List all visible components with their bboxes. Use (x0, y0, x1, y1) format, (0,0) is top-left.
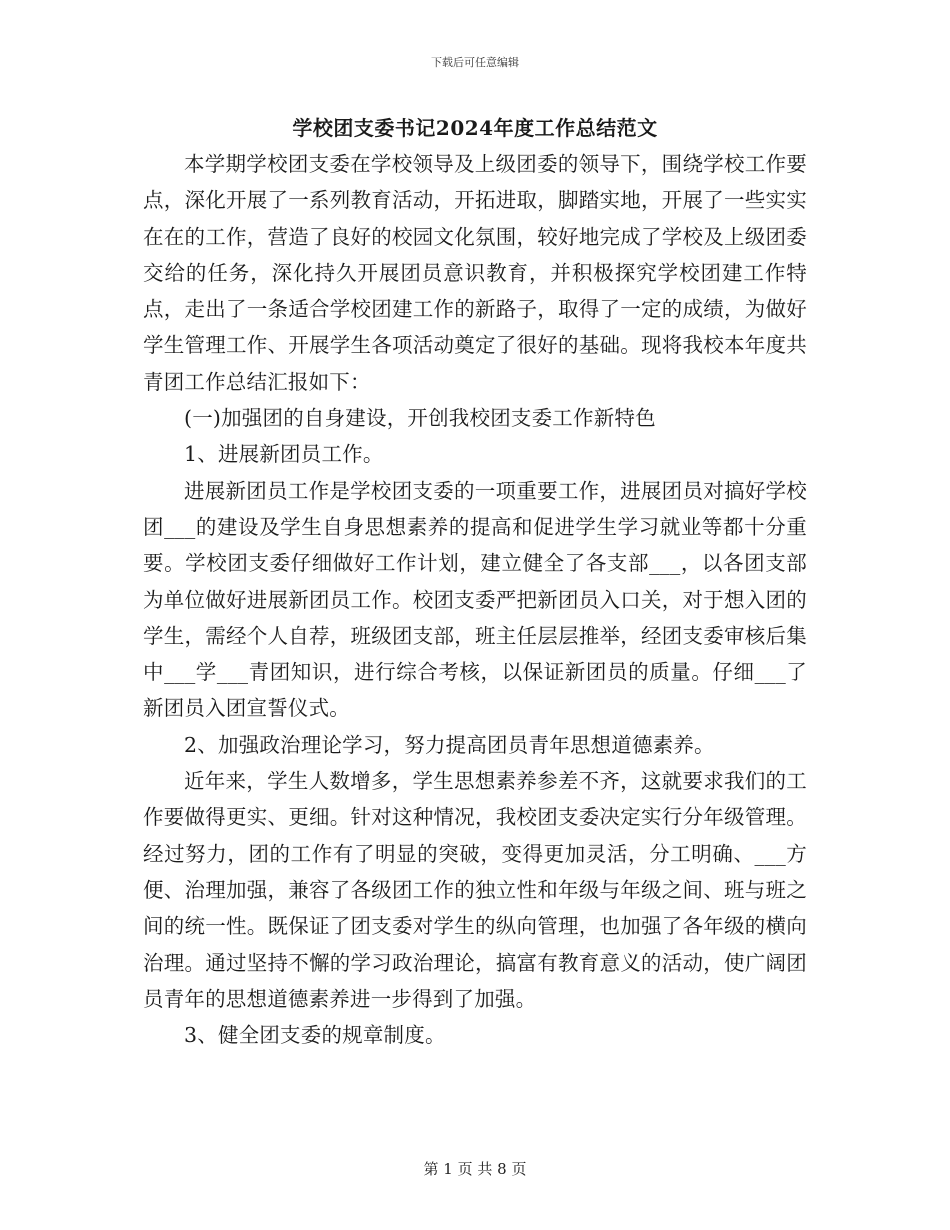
section-heading-1: (一)加强团的自身建设，开创我校团支委工作新特色 (184, 406, 656, 431)
document-title: 学校团支委书记2024年度工作总结范文 (292, 116, 658, 140)
paragraph-new-members: 进展新团员工作是学校团支委的一项重要工作，进展团员对搞好学校团___的建设及学生自身思想素养的提高和促进学生学习就业等都十分重要。学校团支委仔细做好工作计划，建立健全了各支部___，以各团支部为单位做好进展新团员工作。校团支委严把新团员入口关，对于想入团的学生，需经个人自荐，班级团支部，班主任层层推举，经团支委审核后集中___学___青团知识，进行综合考核，以保证新团员的质量。仔细___了新团员入团宣誓仪式。 (143, 478, 807, 721)
page-number: 第 1 页 共 8 页 (423, 1160, 527, 1178)
paragraph-political-study: 近年来，学生人数增多，学生思想素养参差不齐，这就要求我们的工作要做得更实、更细。针对这种情况，我校团支委决定实行分年级管理。经过努力，团的工作有了明显的突破，变得更加灵活，分工明确、___方便、治理加强，兼容了各级团工作的独立性和年级与年级之间、班与班之间的统一性。既保证了团支委对学生的纵向管理，也加强了各年级的横向治理。通过坚持不懈的学习政治理论，搞富有教育意义的活动，使广阔团员青年的思想道德素养进一步得到了加强。 (143, 769, 807, 1011)
subheading-2: 2、加强政治理论学习，努力提高团员青年思想道德素养。 (184, 732, 715, 757)
page-header-note: 下载后可任意编辑 (431, 56, 519, 69)
paragraph-intro: 本学期学校团支委在学校领导及上级团委的领导下，围绕学校工作要点，深化开展了一系列教育活动，开拓进取，脚踏实地，开展了一些实实在在的工作，营造了良好的校园文化氛围，较好地完成了学校及上级团委交给的任务，深化持久开展团员意识教育，并积极探究学校团建工作特点，走出了一条适合学校团建工作的新路子，取得了一定的成绩，为做好学生管理工作、开展学生各项活动奠定了很好的基础。现将我校本年度共青团工作总结汇报如下： (143, 152, 807, 394)
subheading-1: 1、进展新团员工作。 (184, 442, 384, 467)
subheading-3: 3、健全团支委的规章制度。 (184, 1023, 446, 1048)
document-body (143, 110, 807, 1053)
